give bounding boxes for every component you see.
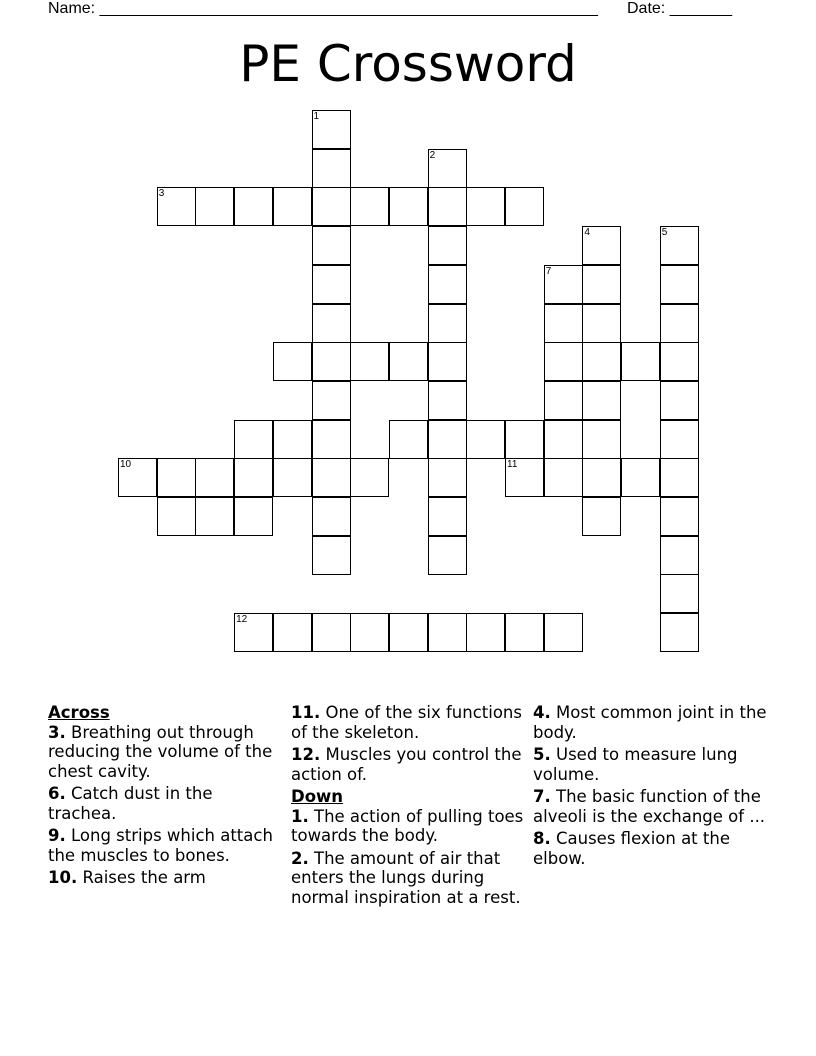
grid-cell[interactable] bbox=[660, 381, 699, 420]
clue-number: 11 bbox=[507, 459, 518, 471]
grid-cell[interactable] bbox=[428, 265, 467, 304]
grid-cell[interactable] bbox=[466, 420, 505, 459]
grid-cell[interactable] bbox=[350, 458, 389, 497]
grid-cell[interactable] bbox=[582, 265, 621, 304]
grid-cell[interactable] bbox=[312, 149, 351, 188]
clue-number: 10 bbox=[120, 459, 132, 471]
grid-cell[interactable] bbox=[157, 187, 196, 226]
grid-cell[interactable] bbox=[428, 613, 467, 652]
clue-number: 2 bbox=[429, 149, 436, 161]
clue-down-1: 1. The action of pulling toes towards the body. bbox=[291, 806, 524, 845]
clue-down-5: 5. Used to measure lung volume. bbox=[533, 745, 738, 784]
grid-cell[interactable] bbox=[389, 342, 428, 381]
clue-down-2: 2. The amount of air that enters the lungs during normal inspiration at a rest. bbox=[291, 848, 521, 907]
grid-cell[interactable] bbox=[466, 613, 505, 652]
grid-cell[interactable] bbox=[621, 342, 660, 381]
grid-cell[interactable] bbox=[466, 187, 505, 226]
grid-cell[interactable] bbox=[312, 381, 351, 420]
grid-cell[interactable] bbox=[118, 458, 157, 497]
grid-cell[interactable] bbox=[621, 458, 660, 497]
clue-number: 12 bbox=[236, 614, 248, 626]
grid-cell[interactable] bbox=[582, 381, 621, 420]
clue-across-9: 9. Long strips which attach the muscles to bones. bbox=[48, 826, 273, 865]
grid-cell[interactable] bbox=[544, 458, 583, 497]
clue-down-4: 4. Most common joint in the body. bbox=[533, 703, 767, 742]
grid-cell[interactable] bbox=[350, 342, 389, 381]
grid-cell[interactable] bbox=[428, 536, 467, 575]
grid-cell[interactable] bbox=[389, 613, 428, 652]
clue-across-11: 11. One of the six functions of the skeleton. bbox=[291, 703, 522, 742]
grid-cell[interactable] bbox=[428, 497, 467, 536]
clue-column-3 bbox=[533, 703, 768, 871]
grid-cell[interactable] bbox=[428, 149, 467, 188]
across-heading: Across bbox=[48, 703, 110, 722]
grid-cell[interactable] bbox=[660, 265, 699, 304]
clue-down-7: 7. The basic function of the alveoli is the exchange of ... bbox=[533, 787, 766, 826]
grid-cell[interactable] bbox=[428, 420, 467, 459]
grid-cell[interactable] bbox=[234, 420, 273, 459]
grid-cell[interactable] bbox=[660, 304, 699, 343]
grid-cell[interactable] bbox=[544, 265, 583, 304]
clue-across-6: 6. Catch dust in the trachea. bbox=[48, 784, 213, 823]
clue-across-10: 10. Raises the arm bbox=[48, 868, 206, 887]
grid-cell[interactable] bbox=[273, 613, 312, 652]
grid-cell[interactable] bbox=[582, 304, 621, 343]
clue-column-1 bbox=[48, 703, 283, 891]
clue-number: 3 bbox=[158, 188, 165, 200]
grid-cell[interactable] bbox=[312, 536, 351, 575]
grid-cell[interactable] bbox=[582, 458, 621, 497]
grid-cell[interactable] bbox=[428, 226, 467, 265]
clue-down-8: 8. Causes flexion at the elbow. bbox=[533, 829, 730, 868]
clue-number: 4 bbox=[584, 227, 590, 239]
grid-cell[interactable] bbox=[195, 458, 234, 497]
grid-cell[interactable] bbox=[312, 458, 351, 497]
grid-cell[interactable] bbox=[389, 420, 428, 459]
grid-cell[interactable] bbox=[582, 342, 621, 381]
grid-cell[interactable] bbox=[544, 613, 583, 652]
grid-cell[interactable] bbox=[195, 187, 234, 226]
grid-cell[interactable] bbox=[660, 536, 699, 575]
grid-cell[interactable] bbox=[273, 420, 312, 459]
grid-cell[interactable] bbox=[312, 420, 351, 459]
grid-cell[interactable] bbox=[389, 187, 428, 226]
grid-cell[interactable] bbox=[505, 613, 544, 652]
grid-cell[interactable] bbox=[312, 497, 351, 536]
grid-cell[interactable] bbox=[582, 226, 621, 265]
grid-cell[interactable] bbox=[505, 187, 544, 226]
grid-cell[interactable] bbox=[660, 226, 699, 265]
date-field-label: Date: _______ bbox=[627, 0, 732, 17]
grid-cell[interactable] bbox=[582, 420, 621, 459]
name-field-label: Name: ________________________________________________________ bbox=[48, 0, 598, 17]
grid-cell[interactable] bbox=[157, 458, 196, 497]
grid-cell[interactable] bbox=[312, 265, 351, 304]
grid-cell[interactable] bbox=[195, 497, 234, 536]
grid-cell[interactable] bbox=[273, 342, 312, 381]
grid-cell[interactable] bbox=[312, 613, 351, 652]
clue-column-2 bbox=[291, 703, 526, 910]
grid-cell[interactable] bbox=[157, 497, 196, 536]
grid-cell[interactable] bbox=[428, 458, 467, 497]
down-heading: Down bbox=[291, 787, 344, 806]
grid-cell[interactable] bbox=[428, 304, 467, 343]
page-title: PE Crossword bbox=[239, 35, 577, 93]
grid-cell[interactable] bbox=[350, 187, 389, 226]
grid-cell[interactable] bbox=[544, 420, 583, 459]
grid-cell[interactable] bbox=[582, 497, 621, 536]
grid-cell[interactable] bbox=[660, 342, 699, 381]
grid-cell[interactable] bbox=[273, 458, 312, 497]
clue-number: 5 bbox=[661, 227, 668, 239]
grid-cell[interactable] bbox=[660, 497, 699, 536]
grid-cell[interactable] bbox=[428, 187, 467, 226]
grid-cell[interactable] bbox=[544, 342, 583, 381]
grid-cell[interactable] bbox=[544, 381, 583, 420]
grid-cell[interactable] bbox=[312, 342, 351, 381]
grid-cell[interactable] bbox=[660, 458, 699, 497]
grid-cell[interactable] bbox=[660, 574, 699, 613]
grid-cell[interactable] bbox=[312, 226, 351, 265]
grid-cell[interactable] bbox=[544, 304, 583, 343]
clue-across-3: 3. Breathing out through reducing the volume of the chest cavity. bbox=[48, 722, 273, 781]
grid-cell[interactable] bbox=[505, 458, 544, 497]
grid-cell[interactable] bbox=[660, 420, 699, 459]
grid-cell[interactable] bbox=[312, 187, 351, 226]
grid-cell[interactable] bbox=[234, 458, 273, 497]
clue-number: 1 bbox=[313, 111, 320, 122]
grid-cell[interactable] bbox=[234, 497, 273, 536]
grid-cell[interactable] bbox=[234, 613, 273, 652]
grid-cell[interactable] bbox=[350, 613, 389, 652]
grid-cell[interactable] bbox=[428, 381, 467, 420]
grid-cell[interactable] bbox=[428, 342, 467, 381]
grid-cell[interactable] bbox=[505, 420, 544, 459]
grid-cell[interactable] bbox=[312, 304, 351, 343]
grid-cell[interactable] bbox=[234, 187, 273, 226]
clue-number: 7 bbox=[545, 265, 552, 277]
grid-cell[interactable] bbox=[312, 110, 351, 149]
grid-cell[interactable] bbox=[660, 613, 699, 652]
grid-cell[interactable] bbox=[273, 187, 312, 226]
clue-across-12: 12. Muscles you control the action of. bbox=[291, 745, 522, 784]
